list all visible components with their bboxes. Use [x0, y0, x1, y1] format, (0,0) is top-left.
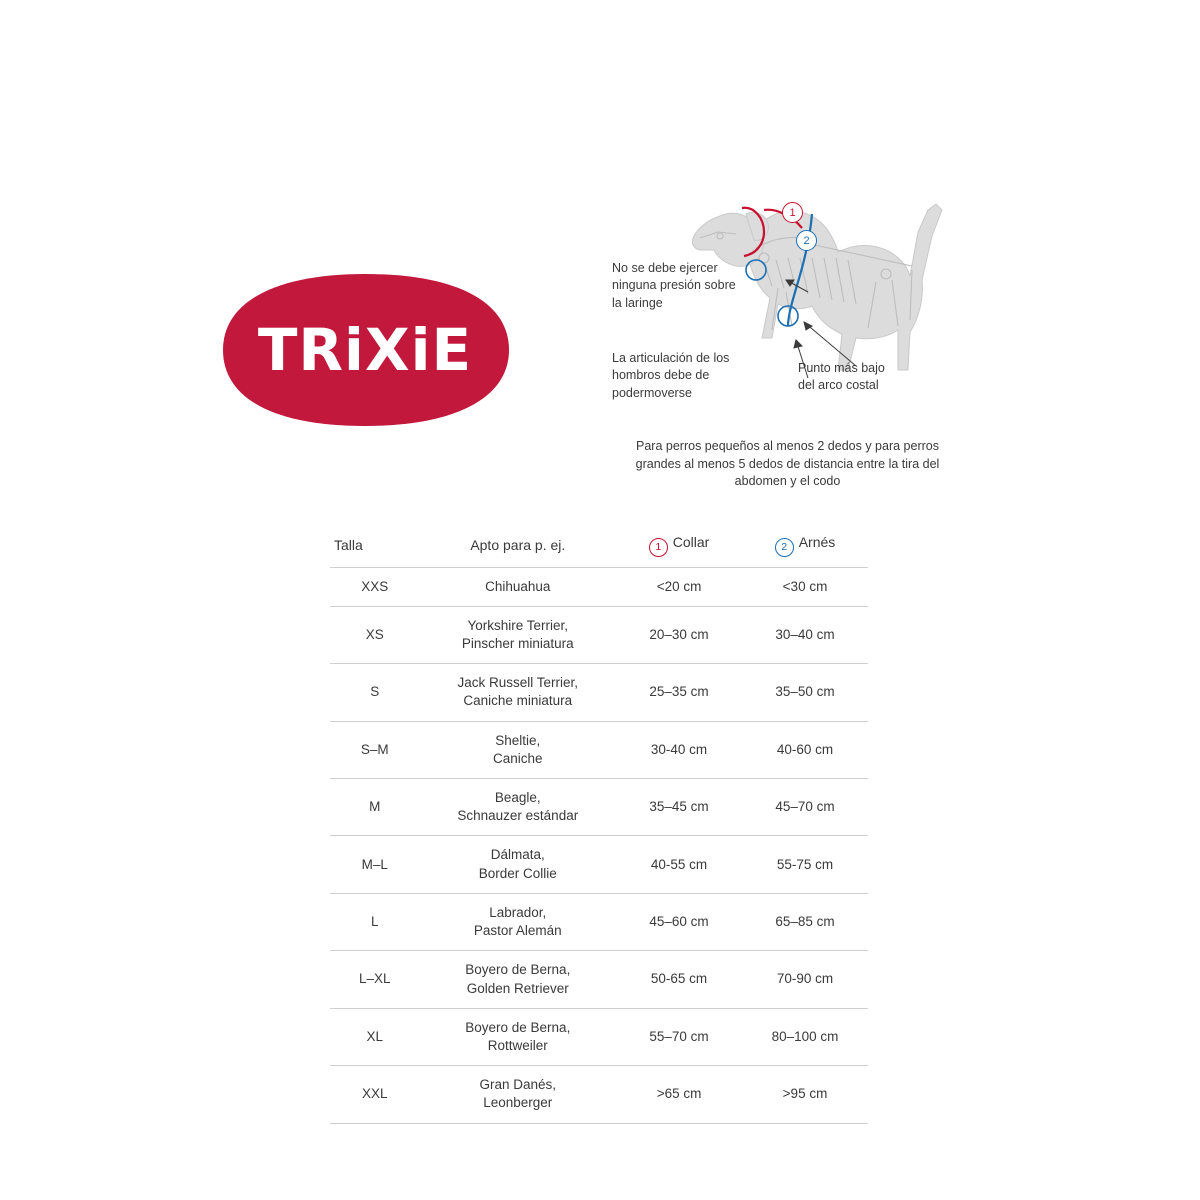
breed-line: Sheltie,: [495, 732, 541, 748]
cell-harness: 45–70 cm: [742, 779, 868, 836]
table-row: [330, 1066, 868, 1123]
cell-size: M: [330, 779, 420, 836]
cell-breed: [420, 893, 617, 950]
size-table: [330, 528, 868, 1124]
brand-logo: [205, 262, 525, 437]
cell-harness: 30–40 cm: [742, 606, 868, 663]
table-row: [330, 951, 868, 1008]
cell-size: XXS: [330, 567, 420, 606]
note-costal: Punto más bajo del arco costal: [798, 361, 885, 393]
table-row: [330, 893, 868, 950]
cell-harness: 80–100 cm: [742, 1008, 868, 1065]
note-shoulder: La articulación de los hombros debe de podermoverse: [612, 351, 730, 400]
cell-harness: 70-90 cm: [742, 951, 868, 1008]
breed-line: Caniche: [493, 750, 543, 766]
breed-line: Rottweiler: [487, 1038, 548, 1053]
cell-size: XL: [330, 1008, 420, 1065]
size-chart-table: [330, 528, 868, 1124]
logo-text: TRiXiE: [257, 315, 473, 384]
header-breed: Apto para p. ej.: [420, 528, 617, 567]
breed-line: Pinscher miniatura: [461, 635, 574, 651]
cell-breed: [420, 606, 617, 663]
breed-line: Golden Retriever: [466, 980, 569, 996]
breed-line: Labrador,: [489, 904, 547, 920]
cell-breed: [420, 664, 617, 721]
cell-size: M–L: [330, 836, 420, 893]
cell-breed: [420, 779, 617, 836]
harness-header-badge: 2: [775, 538, 794, 557]
cell-harness: 35–50 cm: [742, 664, 868, 721]
cell-collar: 25–35 cm: [616, 664, 742, 721]
breed-line: Gran Danés,: [479, 1077, 557, 1093]
header-size: Talla: [330, 528, 420, 567]
cell-size: XXL: [330, 1066, 420, 1123]
cell-size: S: [330, 664, 420, 721]
cell-collar: 35–45 cm: [616, 779, 742, 836]
collar-badge-1: 1: [782, 202, 803, 223]
table-row: [330, 1008, 868, 1065]
breed-line: Pastor Alemán: [473, 923, 562, 939]
cell-harness: <30 cm: [742, 567, 868, 606]
cell-breed: [420, 567, 617, 606]
cell-collar: 30-40 cm: [616, 721, 742, 778]
cell-size: S–M: [330, 721, 420, 778]
table-row: [330, 779, 868, 836]
cell-size: XS: [330, 606, 420, 663]
collar-header-badge: 1: [649, 538, 668, 557]
table-row: [330, 721, 868, 778]
cell-breed: [420, 836, 617, 893]
cell-breed: [420, 951, 617, 1008]
breed-line: Boyero de Berna,: [465, 962, 571, 978]
fit-diagram: [600, 160, 980, 500]
cell-breed: [420, 1066, 617, 1123]
table-row: [330, 606, 868, 663]
cell-harness: 40-60 cm: [742, 721, 868, 778]
note-larynx: No se debe ejercer ninguna presión sobre la laringe: [612, 261, 736, 310]
cell-collar: 40-55 cm: [616, 836, 742, 893]
harness-badge-2: 2: [796, 230, 817, 251]
breed-line: Yorkshire Terrier,: [467, 617, 569, 633]
cell-collar: 20–30 cm: [616, 606, 742, 663]
breed-line: Chihuahua: [485, 578, 551, 594]
cell-collar: 45–60 cm: [616, 893, 742, 950]
table-header-row: [330, 528, 868, 567]
note-belly-strap: Para perros pequeños al menos 2 dedos y para perros grandes al menos 5 dedos de distancia entre la tira del abdomen y el codo: [635, 439, 940, 488]
cell-collar: 55–70 cm: [616, 1008, 742, 1065]
cell-breed: [420, 1008, 617, 1065]
header-harness: [742, 528, 868, 567]
breed-line: Leonberger: [483, 1095, 553, 1111]
cell-size: L: [330, 893, 420, 950]
breed-line: Jack Russell Terrier,: [457, 675, 579, 691]
breed-line: Border Collie: [478, 865, 557, 881]
breed-line: Dálmata,: [490, 847, 545, 863]
cell-size: L–XL: [330, 951, 420, 1008]
cell-collar: >65 cm: [616, 1066, 742, 1123]
collar-header-label: Collar: [672, 534, 710, 550]
breed-line: Boyero de Berna,: [465, 1019, 571, 1035]
cell-breed: [420, 721, 617, 778]
table-row: [330, 567, 868, 606]
header-collar: [616, 528, 742, 567]
breed-line: Caniche miniatura: [463, 693, 573, 709]
table-body: [330, 567, 868, 1123]
breed-line: Beagle,: [494, 790, 541, 806]
table-row: [330, 836, 868, 893]
cell-harness: >95 cm: [742, 1066, 868, 1123]
cell-harness: 55-75 cm: [742, 836, 868, 893]
cell-harness: 65–85 cm: [742, 893, 868, 950]
table-row: [330, 664, 868, 721]
harness-header-label: Arnés: [798, 534, 836, 550]
cell-collar: 50-65 cm: [616, 951, 742, 1008]
cell-collar: <20 cm: [616, 567, 742, 606]
breed-line: Schnauzer estándar: [457, 808, 579, 824]
